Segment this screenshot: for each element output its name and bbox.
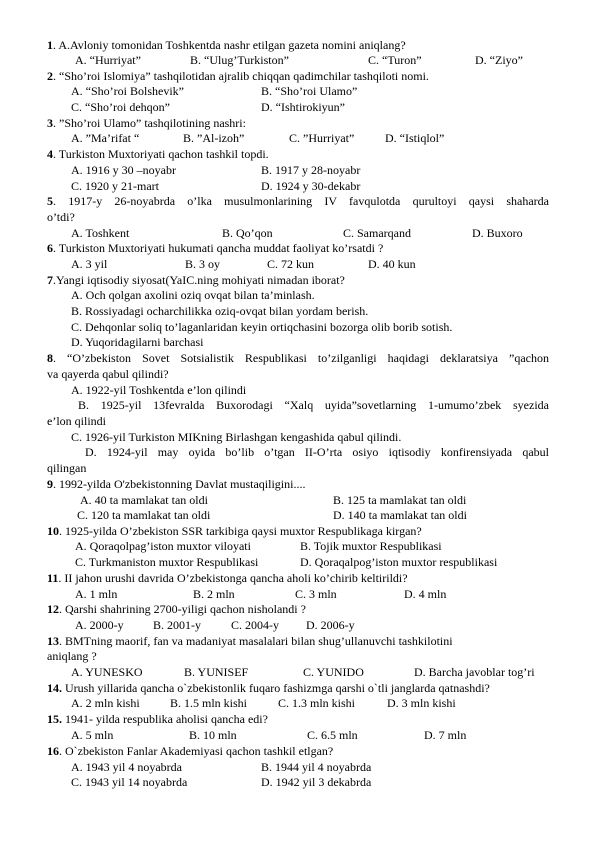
question-1 (47, 38, 406, 52)
question-text: . Qarshi shahrining 2700-yiligi qachon nisholandi ? (59, 602, 306, 616)
option-a: A. 2000-y (75, 618, 124, 632)
option-a: A. Toshkent (71, 226, 130, 240)
option-d: D. 1924-yil may oyida bo’lib o’tgan II-O’rta osiyo iqtisodiy konfirensiyada qabul (85, 445, 549, 459)
option-a: A. Och qolgan axolini oziq ovqat bilan ta’minlash. (71, 288, 315, 302)
question-2 (47, 69, 429, 83)
option-d: D. “Ishtirokiyun” (261, 100, 345, 114)
option-b: B. 2001-y (153, 618, 201, 632)
question-14 (47, 681, 490, 695)
question-6 (47, 241, 383, 255)
option-c: C. “Turon” (368, 53, 422, 67)
question-15 (47, 712, 268, 726)
option-d: D. 4 mln (404, 587, 447, 601)
question-text: . O`zbekiston Fanlar Akademiyasi qachon tashkil etlgan? (59, 744, 334, 758)
option-a: A. “Sho’roi Bolshevik” (71, 84, 184, 98)
option-b: B. 1917 y 28-noyabr (261, 163, 361, 177)
option-d: D. 3 mln kishi (387, 696, 456, 710)
question-text-continued: o’tdi? (47, 210, 75, 224)
option-c: C. 1943 yil 14 noyabrda (71, 775, 188, 789)
option-b: B. 3 oy (185, 257, 221, 271)
option-d-continued: qilingan (47, 461, 87, 475)
option-c: C. Samarqand (343, 226, 411, 240)
question-number: 6 (47, 241, 53, 255)
option-a: A. Qoraqolpag’iston muxtor viloyati (75, 539, 251, 553)
option-d: D. 7 mln (424, 728, 467, 742)
option-b: B. 1.5 mln kishi (170, 696, 248, 710)
option-a: A. 5 mln (71, 728, 114, 742)
option-a: A. 1943 yil 4 noyabrda (71, 760, 182, 774)
option-a: A. 2 mln kishi (71, 696, 140, 710)
option-b: B. 2 mln (193, 587, 235, 601)
question-10 (47, 524, 422, 538)
question-text: . 1925-yilda O’zbekiston SSR tarkibiga qaysi muxtor Respublikaga kirgan? (59, 524, 422, 538)
question-text: . II jahon urushi davrida O’zbekistonga qancha aholi ko’chirib keltirildi? (58, 571, 408, 585)
question-text: 1941- yilda respublika aholisi qancha edi? (62, 712, 268, 726)
question-text: . 1992-yilda O'zbekistonning Davlat mustaqiligini.... (53, 477, 306, 491)
option-c: C. 1.3 mln kishi (278, 696, 356, 710)
option-a: A. 1922-yil Toshkentda e’lon qilindi (71, 383, 247, 397)
question-number: 1 (47, 38, 53, 52)
question-11 (47, 571, 408, 585)
option-d: D. Buxoro (472, 226, 523, 240)
option-a: A. “Hurriyat” (75, 53, 141, 67)
question-number: 7 (47, 273, 53, 287)
question-12 (47, 602, 306, 616)
option-c: C. 72 kun (267, 257, 315, 271)
option-b: B. “Sho’roi Ulamo” (261, 84, 358, 98)
option-b: B. YUNISEF (184, 665, 249, 679)
option-b: B. 10 mln (189, 728, 237, 742)
question-number: 4 (47, 147, 53, 161)
option-c: C. YUNIDO (303, 665, 364, 679)
question-text: . A.Avloniy tomonidan Toshkentda nashr etilgan gazeta nomini aniqlang? (53, 38, 406, 52)
option-d: D. 1924 y 30-dekabr (261, 179, 361, 193)
option-d: D. Yuqoridagilarni barchasi (71, 335, 204, 349)
option-b-continued: e’lon qilindi (47, 414, 106, 428)
option-c: C. 120 ta mamlakat tan oldi (77, 508, 211, 522)
option-d: D. 2006-y (306, 618, 355, 632)
option-c: C. ”Hurriyat” (289, 131, 355, 145)
option-c: C. 6.5 mln (307, 728, 358, 742)
question-9 (47, 477, 305, 491)
option-b: B. 1944 yil 4 noyabrda (261, 760, 372, 774)
question-3 (47, 116, 246, 130)
option-b: B. 1925-yil 13fevralda Buxorodagi “Xalq uyida”sovetlarning 1-umumo’zbek syezida (78, 398, 549, 412)
option-c: C. 2004-y (231, 618, 279, 632)
question-16 (47, 744, 333, 758)
option-d: D. “Istiqlol” (385, 131, 445, 145)
question-text: . Turkiston Muxtoriyati hukumati qancha muddat faoliyat ko’rsatdi ? (53, 241, 384, 255)
option-d: D. 140 ta mamlakat tan oldi (333, 508, 467, 522)
option-c: C. Dehqonlar soliq to’laganlaridan keyin ortiqchasini bozorga olib borib sotish. (71, 320, 453, 334)
question-text-continued: va qayerda qabul qilindi? (47, 367, 169, 381)
option-a: A. 1916 y 30 –noyabr (71, 163, 176, 177)
question-number: 16 (47, 744, 59, 758)
option-b: B. ”Al-izoh” (183, 131, 245, 145)
question-number: 13 (47, 634, 59, 648)
question-text: . “Sho’roi Islomiya” tashqilotidan ajralib chiqqan qadimchilar tashqiloti nomi. (53, 69, 429, 83)
question-13 (47, 634, 453, 648)
option-b: B. 125 ta mamlakat tan oldi (333, 493, 467, 507)
option-d: D. “Ziyo” (475, 53, 523, 67)
option-a: A. 3 yil (71, 257, 108, 271)
question-text: Urush yillarida qancha o`zbekistonlik fuqaro fashizmga qarshi o`tli janglarda qatnashdi? (62, 681, 490, 695)
question-8 (47, 351, 549, 365)
option-d: D. Qoraqalpog’iston muxtor respublikasi (300, 555, 498, 569)
question-number: 14. (47, 681, 62, 695)
option-a: A. 1 mln (75, 587, 118, 601)
option-c: C. 1926-yil Turkiston MIKning Birlashgan kengashida qabul qilindi. (71, 430, 402, 444)
option-c: C. 3 mln (295, 587, 337, 601)
option-c: C. Turkmaniston muxtor Respublikasi (75, 555, 259, 569)
question-number: 11 (47, 571, 59, 585)
option-d: D. 40 kun (368, 257, 416, 271)
question-number: 12 (47, 602, 59, 616)
option-c: C. 1920 y 21-mart (71, 179, 159, 193)
option-a: A. ”Ma’rifat “ (71, 131, 140, 145)
option-b: B. Qo’qon (222, 226, 273, 240)
question-text: . ”Sho’roi Ulamo” tashqilotining nashri: (53, 116, 246, 130)
question-number: 9 (47, 477, 53, 491)
question-number: 10 (47, 524, 59, 538)
option-b: B. “Ulug’Turkiston” (190, 53, 289, 67)
option-b: B. Rossiyadagi ocharchilikka oziq-ovqat bilan yordam berish. (71, 304, 369, 318)
question-number: 15. (47, 712, 62, 726)
option-b: B. Tojik muxtor Respublikasi (300, 539, 442, 553)
question-text: .Yangi iqtisodiy siyosat(YaIC.ning mohiyati nimadan iborat? (53, 273, 345, 287)
question-5 (47, 194, 549, 208)
option-a: A. YUNESKO (71, 665, 143, 679)
question-7 (47, 273, 345, 287)
question-4 (47, 147, 269, 161)
question-text: . 1917-y 26-noyabrda o’lka musulmonlarining IV favqulotda qurultoyi qaysi shaharda (53, 194, 549, 208)
question-text: . “O’zbekiston Sovet Sotsialistik Respublikasi to’zilganligi haqidagi deklaratsiya ”qachon (53, 351, 549, 365)
question-number: 8 (47, 351, 53, 365)
question-number: 2 (47, 69, 53, 83)
option-d: D. 1942 yil 3 dekabrda (261, 775, 372, 789)
question-number: 3 (47, 116, 53, 130)
question-text: . BMTning maorif, fan va madaniyat masalalari bilan shug’ullanuvchi tashkilotini (59, 634, 453, 648)
question-text: . Turkiston Muxtoriyati qachon tashkil topdi. (53, 147, 269, 161)
option-d: D. Barcha javoblar tog’ri (414, 665, 535, 679)
question-number: 5 (47, 194, 53, 208)
option-c: C. “Sho’roi dehqon” (71, 100, 170, 114)
question-text-continued: aniqlang ? (47, 649, 97, 663)
option-a: A. 40 ta mamlakat tan oldi (80, 493, 208, 507)
